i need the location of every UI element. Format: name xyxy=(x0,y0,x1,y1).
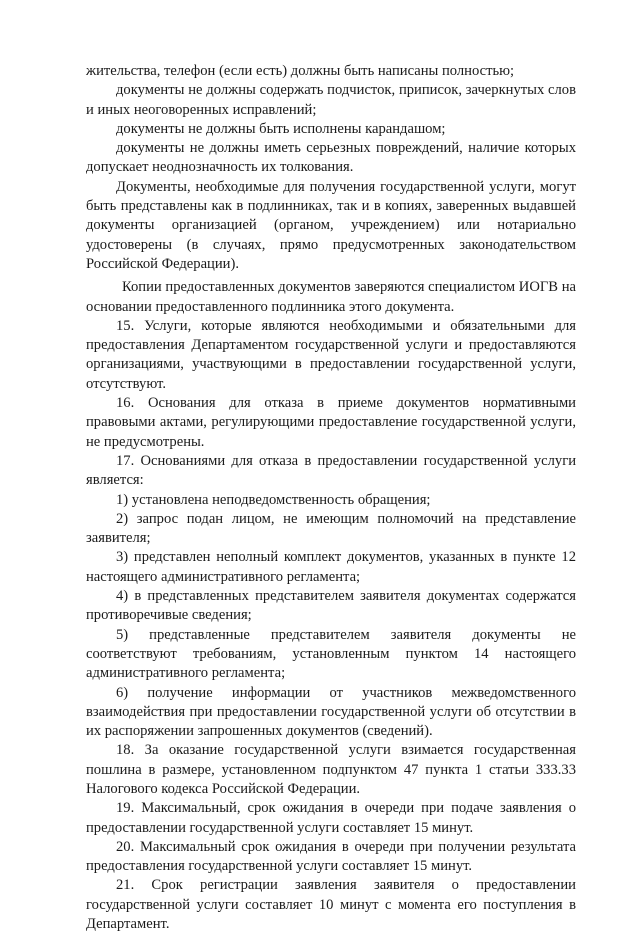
list-item-4: 4) в представленных представителем заявителя документах содержатся противоречивые сведения; xyxy=(86,588,576,624)
paragraph-no-pencil: документы не должны быть исполнены карандашом; xyxy=(116,120,446,137)
paragraph-item-18: 18. За оказание государственной услуги взимается государственная пошлина в размере, установленном подпунктом 47 пункта 1 статьи 333.33 Налогового кодекса Российской Федерации. xyxy=(86,742,576,797)
list-item-5: 5) представленные представителем заявителя документы не соответствуют требованиям, установленным пунктом 14 настоящего административного регламента; xyxy=(86,626,576,682)
paragraph-item-20: 20. Максимальный срок ожидания в очереди при получении результата предоставления государственной услуги составляет 15 минут. xyxy=(86,838,576,875)
paragraph-no-erasures: документы не должны содержать подчисток, приписок, зачеркнутых слов и иных неоговоренных исправлений; xyxy=(86,82,576,118)
list-item-3: 3) представлен неполный комплект документов, указанных в пункте 12 настоящего административного регламента; xyxy=(86,549,576,585)
paragraph-no-damage: документы не должны иметь серьезных повреждений, наличие которых допускает неоднозначность их толкования. xyxy=(86,140,576,176)
list-item-1: 1) установлена неподведомственность обращения; xyxy=(116,491,431,508)
paragraph-item-15: 15. Услуги, которые являются необходимыми и обязательными для предоставления Департаментом государственной услуги и предоставляются организациями, участвующими в предоставлении государственной услуги, отсутствуют. xyxy=(86,317,576,392)
paragraph-item-21: 21. Срок регистрации заявления заявителя о предоставлении государственной услуги составляет 10 минут с момента его поступления в Департамент. xyxy=(86,877,576,933)
list-item-6: 6) получение информации от участников межведомственного взаимодействия при предоставлении государственной услуги об отсутствии в их распоряжении запрошенных документов (сведений). xyxy=(86,684,576,740)
paragraph-item-19: 19. Максимальный, срок ожидания в очереди при подаче заявления о предоставлении государственной услуги составляет 15 минут. xyxy=(86,800,576,836)
paragraph-residence: жительства, телефон (если есть) должны быть написаны полностью; xyxy=(86,63,515,79)
document-page xyxy=(86,62,576,934)
paragraph-copies-certified: Копии предоставленных документов заверяются специалистом ИОГВ на основании предоставленного подлинника этого документа. xyxy=(86,279,576,315)
paragraph-documents-copies: Документы, необходимые для получения государственной услуги, могут быть представлены как в подлинниках, так и в копиях, заверенных выдавшей документы организацией (органом, учреждением) или нотариально удостоверены (в случаях, прямо предусмотренных законодательством Российской Федерации). xyxy=(86,178,576,272)
paragraph-item-17: 17. Основаниями для отказа в предоставлении государственной услуги является: xyxy=(86,452,576,489)
paragraph-item-16: 16. Основания для отказа в приеме документов нормативными правовыми актами, регулирующими предоставление государственной услуги, не предусмотрены. xyxy=(86,395,576,450)
list-item-2: 2) запрос подан лицом, не имеющим полномочий на представление заявителя; xyxy=(86,510,576,547)
